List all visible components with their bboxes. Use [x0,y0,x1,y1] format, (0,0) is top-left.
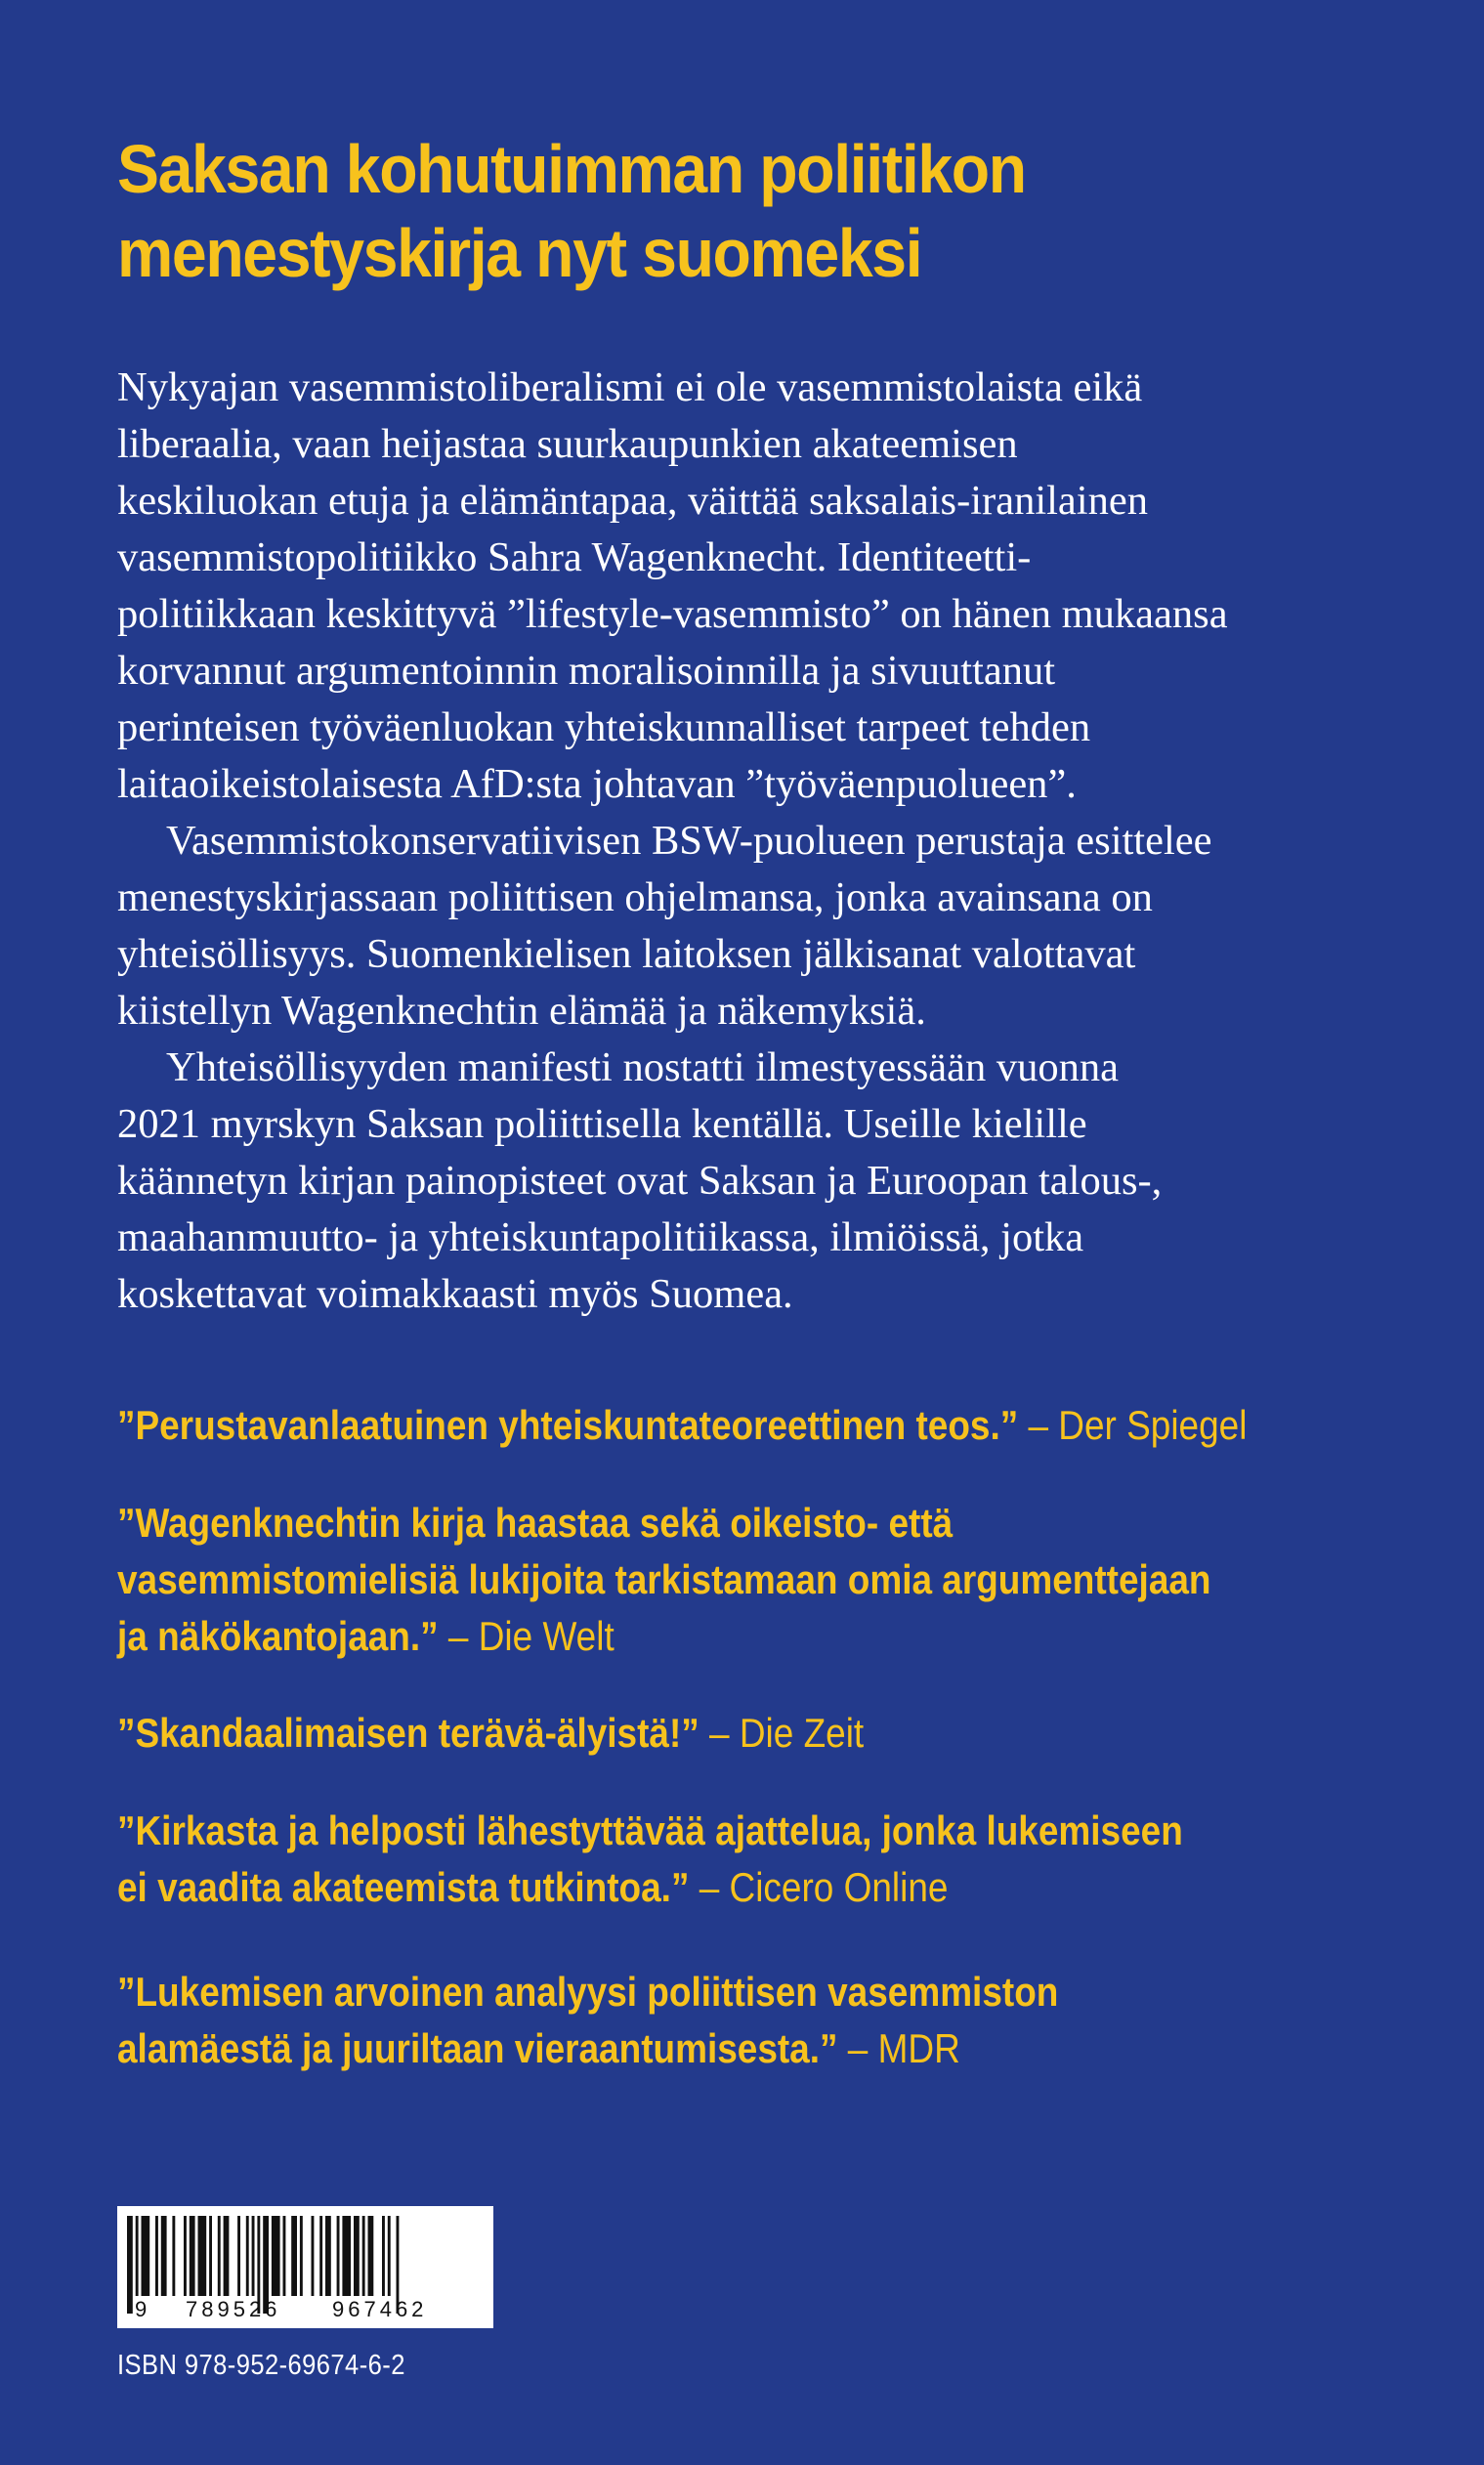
blurb-line: koskettavat voimakkaasti myös Suomea. [117,1271,793,1317]
barcode-bar [388,2216,391,2296]
barcode-bar [342,2216,351,2296]
quote-text: ”Lukemisen arvoinen analyysi poliittisen vasemmiston [117,1969,1059,2015]
blurb-line: Vasemmistokonservatiivisen BSW-puolueen perustaja esittelee [166,818,1212,864]
quote-text: alamäestä ja juuriltaan vieraantumisesta.” [117,2025,838,2071]
quote-text: ”Wagenknechtin kirja haastaa sekä oikeisto- että [117,1500,954,1546]
barcode-bar [136,2216,139,2296]
blurb-line: Yhteisöllisyyden manifesti nostatti ilmestyessään vuonna [166,1044,1119,1090]
quote-line [117,1803,1338,1859]
quote-line [117,1705,1338,1762]
barcode-bar [291,2216,297,2296]
barcode-bar [382,2216,385,2296]
barcode-bar [300,2216,303,2296]
quote-text: vasemmistomielisiä lukijoita tarkistamaan omia argumenttejaan [117,1556,1211,1602]
barcode-bar [283,2216,286,2296]
quote-line [117,1551,1338,1608]
barcode-bar [337,2216,340,2296]
barcode-bar [190,2216,195,2296]
quote-text: ”Perustavanlaatuinen yhteiskuntateoreettinen teos.” [117,1402,1019,1448]
blurb-line: vasemmistopolitiikko Sahra Wagenknecht. Identiteetti- [117,534,1032,580]
review-quote [117,1495,1338,1665]
quote-text: ”Skandaalimaisen terävä-älyistä!” [117,1710,700,1756]
barcode-bar [319,2216,322,2296]
isbn-barcode [117,2206,493,2328]
barcode-bar [218,2216,221,2296]
barcode-bar [155,2216,158,2296]
blurb-line: perinteisen työväenluokan yhteiskunnalliset tarpeet tehden [117,704,1091,750]
headline [117,127,1286,295]
isbn-number: ISBN 978-952-69674-6-2 [117,2350,405,2381]
barcode-bar [312,2216,315,2296]
quote-source: – Die Welt [438,1613,615,1659]
review-quote [117,1803,1338,1916]
barcode-bar [142,2216,150,2296]
barcode-digits-left: 789526 [186,2297,281,2321]
quote-line [117,2020,1338,2077]
blurb-line: kiistellyn Wagenknechtin elämää ja näkemyksiä. [117,988,926,1034]
blurb-line: laitaoikeistolaisesta AfD:sta johtavan ”työväenpuolueen”. [117,761,1077,807]
review-quote [117,1397,1338,1454]
blurb-line: korvannut argumentoinnin moralisoinnilla ja sivuuttanut [117,648,1056,694]
blurb-line: yhteisöllisyys. Suomenkielisen laitoksen jälkisanat valottavat [117,931,1136,977]
barcode-bar [362,2216,365,2296]
barcode-bar [209,2216,212,2296]
barcode-bar [325,2216,331,2296]
quote-line [117,1397,1338,1454]
quote-source: – MDR [837,2025,960,2071]
barcode-digits [117,2297,493,2322]
barcode-bar [252,2216,255,2296]
review-quote [117,1964,1338,2077]
blurb-line: 2021 myrskyn Saksan poliittisella kentällä. Useille kielille [117,1101,1087,1147]
barcode-bar [224,2216,230,2296]
quote-source: – Der Spiegel [1018,1402,1248,1448]
barcode-bar [184,2216,187,2296]
blurb-line: käännetyn kirjan painopisteet ovat Saksan ja Euroopan talous-, [117,1158,1163,1204]
blurb-line: keskiluokan etuja ja elämäntapaa, väittää saksalais-iranilainen [117,478,1148,524]
barcode-bar [161,2216,167,2296]
quote-text: ei vaadita akateemista tutkintoa.” [117,1864,690,1910]
barcode-bar [198,2216,207,2296]
quote-line [117,1964,1338,2020]
quote-source: – Die Zeit [699,1710,865,1756]
review-quote [117,1705,1338,1762]
blurb-line: liberaalia, vaan heijastaa suurkaupunkien akateemisen [117,421,1018,467]
quote-text: ja näkökantojaan.” [117,1613,439,1659]
blurb-line: politiikkaan keskittyvä ”lifestyle-vasemmisto” on hänen mukaansa [117,591,1228,637]
blurb-line: maahanmuutto- ja yhteiskuntapolitiikassa, ilmiöissä, jotka [117,1214,1084,1260]
quote-line [117,1608,1338,1665]
quote-line [117,1495,1338,1551]
quote-line [117,1859,1338,1916]
barcode-bar [172,2216,175,2296]
headline-line: Saksan kohutuimman poliitikon [117,131,1026,207]
barcode-digits-right: 967462 [332,2297,428,2321]
blurb-line: Nykyajan vasemmistoliberalismi ei ole vasemmistolaista eikä [117,364,1143,410]
barcode-bar [368,2216,374,2296]
quote-source: – Cicero Online [689,1864,949,1910]
blurb-text [117,360,1417,1323]
barcode-digit-first: 9 [135,2297,148,2321]
headline-line: menestyskirja nyt suomeksi [117,215,922,291]
barcode-bar [272,2216,280,2296]
barcode-bar [354,2216,360,2296]
blurb-line: menestyskirjassaan poliittisen ohjelmansa, jonka avainsana on [117,874,1153,920]
barcode-bar [246,2216,249,2296]
quote-text: ”Kirkasta ja helposti lähestyttävää ajattelua, jonka lukemiseen [117,1807,1183,1853]
barcode-bar [237,2216,240,2296]
